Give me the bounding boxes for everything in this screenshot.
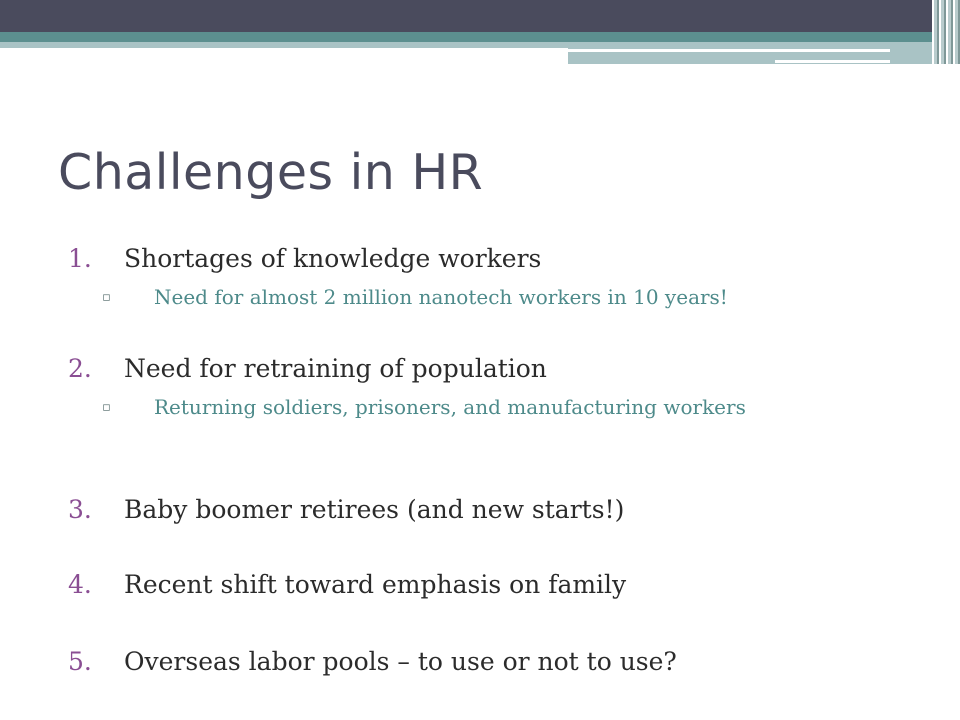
- list-item-4: [68, 570, 626, 599]
- list-number: 5.: [68, 647, 92, 676]
- sub-bullet-icon: ▫: [102, 400, 111, 415]
- header-accent-line-lower: [775, 60, 890, 63]
- list-text: Need for retraining of population: [124, 354, 547, 383]
- sub-item-1: [102, 284, 854, 311]
- list-number: 1.: [68, 244, 92, 273]
- sub-bullet-icon: ▫: [102, 290, 111, 305]
- header-stripes: [932, 0, 960, 64]
- sub-item-2: [102, 394, 854, 421]
- list-item-3: [68, 495, 624, 524]
- list-number: 3.: [68, 495, 92, 524]
- list-text: Baby boomer retirees (and new starts!): [124, 495, 625, 524]
- sub-text: Need for almost 2 million nanotech workers in 10 years!: [154, 285, 728, 309]
- sub-text: Returning soldiers, prisoners, and manufacturing workers: [154, 395, 746, 419]
- list-number: 4.: [68, 570, 92, 599]
- list-item-1: [68, 244, 541, 273]
- header-bar-teal: [0, 32, 960, 42]
- list-text: Recent shift toward emphasis on family: [124, 570, 627, 599]
- list-item-5: [68, 647, 677, 676]
- header-bar-light: [0, 42, 568, 48]
- list-number: 2.: [68, 354, 92, 383]
- list-item-2: [68, 354, 547, 383]
- header-accent-line: [568, 49, 890, 52]
- header-bar-dark: [0, 0, 960, 32]
- slide-title: Challenges in HR: [58, 144, 484, 201]
- list-text: Overseas labor pools – to use or not to use?: [124, 647, 677, 676]
- list-text: Shortages of knowledge workers: [124, 244, 542, 273]
